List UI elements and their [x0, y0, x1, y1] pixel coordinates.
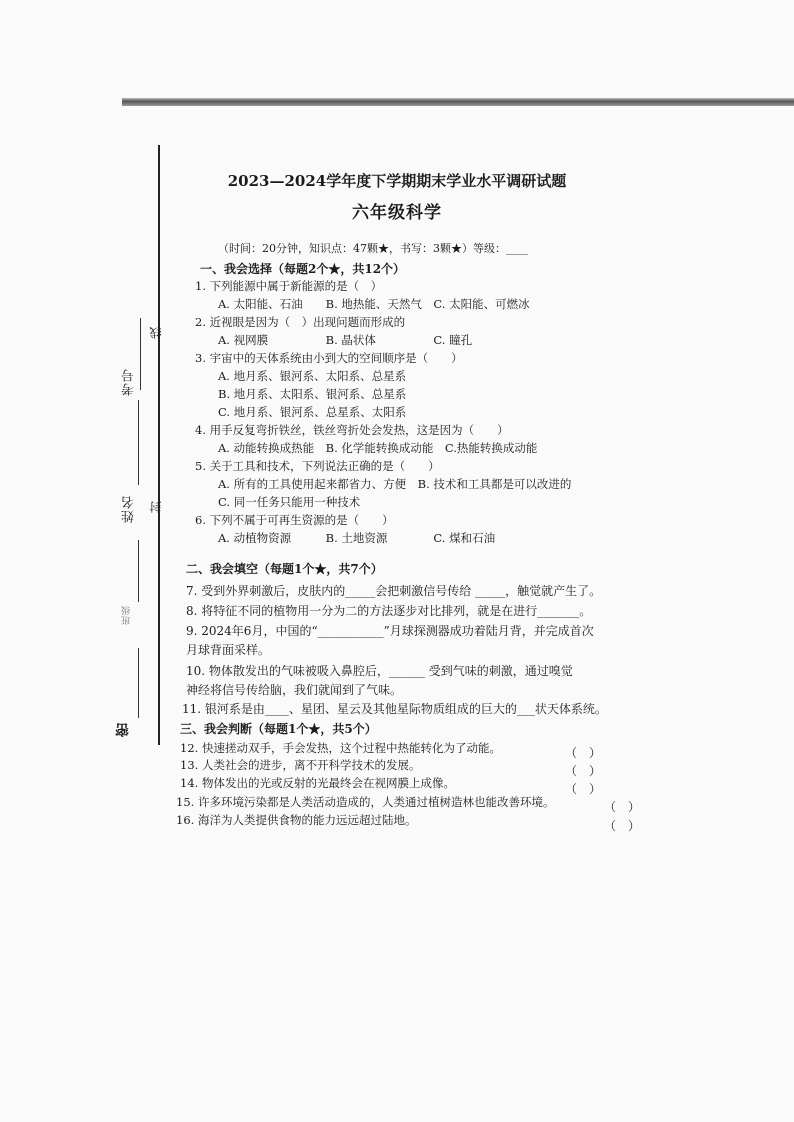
question-12: 12. 快速搓动双手，手会发热，这个过程中热能转化为了动能。	[180, 741, 501, 755]
question-5: 5. 关于工具和技术，下列说法正确的是（ ）	[195, 459, 440, 473]
exam-subtitle: 六年级科学	[352, 203, 442, 223]
section2-heading: 二、我会填空（每题1个★，共7个）	[186, 562, 383, 576]
question-3-option-a: A. 地月系、银河系、太阳系、总星系	[218, 369, 407, 383]
binding-line	[158, 145, 160, 745]
question-7: 7. 受到外界刺激后，皮肤内的_____会把刺激信号传给 _____，触觉就产生了。	[186, 584, 602, 598]
seal-char: 封	[149, 500, 163, 513]
answer-paren-15[interactable]: （ ）	[604, 800, 641, 814]
question-5-option-c: C. 同一任务只能用一种技术	[218, 495, 361, 509]
question-1-options: A. 太阳能、石油 B. 地热能、天然气 C. 太阳能、可燃冰	[218, 297, 530, 311]
class-label: 班级	[122, 605, 132, 625]
exam-no-label: 考号	[122, 368, 137, 396]
question-6: 6. 下列不属于可再生资源的是（ ）	[195, 513, 394, 527]
question-6-options: A. 动植物资源 B. 土地资源 C. 煤和石油	[218, 531, 496, 545]
line-char: 线	[149, 326, 163, 339]
exam-info: （时间：20分钟，知识点：47颗★，书写：3颗★）等级：____	[218, 242, 528, 255]
name-label: 姓名	[122, 495, 137, 523]
exam-no-blank	[140, 318, 141, 390]
question-16: 16. 海洋为人类提供食物的能力远远超过陆地。	[176, 813, 417, 827]
question-5-options-ab: A. 所有的工具使用起来都省力、方便 B. 技术和工具都是可以改进的	[218, 477, 572, 491]
question-10: 10. 物体散发出的气味被吸入鼻腔后，______ 受到气味的刺激，通过嗅觉	[186, 664, 573, 678]
question-9: 9. 2024年6月，中国的“___________”月球探测器成功着陆月背，并完成首次	[186, 624, 594, 638]
question-4: 4. 用手反复弯折铁丝，铁丝弯折处会发热，这是因为（ ）	[195, 423, 509, 437]
question-13: 13. 人类社会的进步，离不开科学技术的发展。	[180, 758, 421, 772]
question-3: 3. 宇宙中的天体系统由小到大的空间顺序是（ ）	[195, 351, 463, 365]
secret-char: 密	[115, 722, 131, 737]
question-14: 14. 物体发出的光或反射的光最终会在视网膜上成像。	[180, 776, 455, 790]
school-blank	[138, 648, 139, 718]
answer-paren-13[interactable]: （ ）	[565, 764, 602, 778]
question-3-option-b: B. 地月系、太阳系、银河系、总星系	[218, 387, 407, 401]
question-9-cont: 月球背面采样。	[186, 643, 271, 657]
question-8: 8. 将特征不同的植物用一分为二的方法逐步对比排列，就是在进行_______。	[186, 604, 592, 618]
exam-title: 2023—2024学年度下学期期末学业水平调研试题	[227, 172, 567, 190]
answer-paren-14[interactable]: （ ）	[565, 782, 602, 796]
section3-heading: 三、我会判断（每题1个★，共5个）	[180, 722, 377, 736]
answer-paren-16[interactable]: （ ）	[604, 819, 641, 833]
section1-heading: 一、我会选择（每题2个★，共12个）	[200, 262, 406, 276]
name-blank	[138, 400, 139, 485]
question-15: 15. 许多环境污染都是人类活动造成的，人类通过植树造林也能改善环境。	[176, 795, 555, 809]
scan-top-edge	[122, 98, 794, 106]
question-10-cont: 神经将信号传给脑，我们就闻到了气味。	[186, 683, 403, 697]
question-3-option-c: C. 地月系、银河系、总星系、太阳系	[218, 405, 407, 419]
answer-paren-12[interactable]: （ ）	[565, 746, 602, 760]
question-4-options: A. 动能转换成热能 B. 化学能转换成动能 C.热能转换成动能	[218, 441, 538, 455]
question-11: 11. 银河系是由____、星团、星云及其他星际物质组成的巨大的___状天体系统。	[182, 702, 607, 716]
question-2: 2. 近视眼是因为（ ）出现问题而形成的	[195, 315, 406, 329]
question-1: 1. 下列能源中属于新能源的是（ ）	[195, 279, 383, 293]
question-2-options: A. 视网膜 B. 晶状体 C. 瞳孔	[218, 333, 473, 347]
class-blank	[138, 540, 139, 602]
